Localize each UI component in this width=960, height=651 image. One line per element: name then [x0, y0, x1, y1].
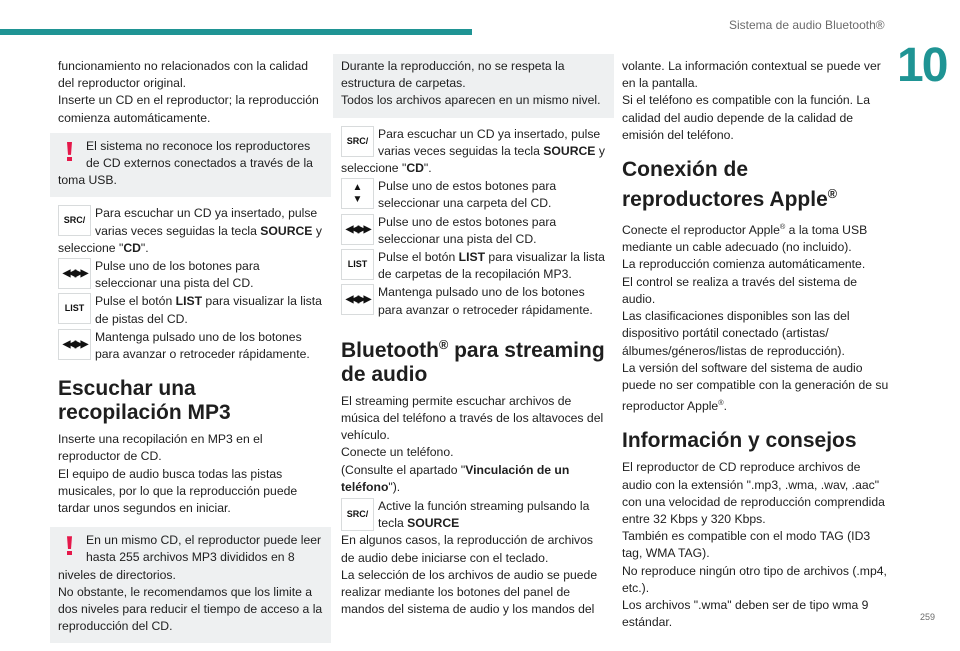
- src-instruction: SRC/ Para escuchar un CD ya insertado, pulse varias veces seguidas la tecla SOURCE y seleccione "CD".: [58, 206, 322, 255]
- column-1: [58, 58, 323, 651]
- paragraph: volante. La información contextual se puede ver en la pantalla.: [622, 59, 881, 91]
- heading-bluetooth-streaming: Bluetooth® para streaming de audio: [341, 337, 605, 386]
- section-title: Sistema de audio Bluetooth®: [729, 18, 885, 32]
- paragraph: Conecte el reproductor Apple® a la toma USB mediante un cable adecuado (no incluido).: [622, 222, 868, 255]
- warning-exclamation-icon: [58, 532, 84, 556]
- paragraph: También es compatible con el modo TAG (ID3 tag, WMA TAG).: [622, 529, 871, 561]
- paragraph: Si el teléfono es compatible con la función. La calidad del audio depende de la calidad de emisión del teléfono.: [622, 93, 870, 142]
- seek-buttons-icon: ◀◀ ▶▶: [341, 284, 374, 315]
- list-button-icon: LIST: [341, 249, 374, 280]
- fast-seek-instruction: ◀◀ ▶▶ Mantenga pulsado uno de los botones para avanzar o retroceder rápidamente.: [341, 284, 606, 318]
- stream-instruction: SRC/ Active la función streaming pulsando la tecla SOURCE: [341, 498, 606, 532]
- paragraph: Los archivos ".wma" deben ser de tipo wma 9 estándar.: [622, 598, 869, 630]
- paragraph: En algunos casos, la reproducción de archivos de audio debe iniciarse con el teclado.: [341, 533, 594, 565]
- paragraph: Conecte un teléfono.: [341, 445, 454, 460]
- chapter-number: 10: [897, 39, 947, 92]
- paragraph: La selección de los archivos de audio se puede realizar mediante los botones del panel de mandos del sistema de audio y los mandos del: [341, 567, 598, 617]
- fast-seek-instruction: ◀◀ ▶▶ Mantenga pulsado uno de los botones para avanzar o retroceder rápidamente.: [58, 329, 323, 363]
- paragraph: El equipo de audio busca todas las pistas musicales, por lo que la reproducción puede tardar unos segundos en iniciar.: [58, 466, 298, 516]
- paragraph: El control se realiza a través del sistema de audio.: [622, 274, 858, 306]
- info-note: Durante la reproducción, no se respeta la estructura de carpetas. Todos los archivos aparecen en un mismo nivel.: [333, 54, 614, 118]
- paragraph: Inserte un CD en el reproductor; la reproducción comienza automáticamente.: [58, 93, 319, 125]
- paragraph: (Consulte el apartado "Vinculación de un teléfono").: [341, 462, 570, 494]
- list-instruction: LIST Pulse el botón LIST para visualizar la lista de carpetas de la recopilación MP3.: [341, 249, 606, 283]
- list-instruction: LIST Pulse el botón LIST para visualizar la lista de pistas del CD.: [58, 293, 323, 327]
- paragraph: La reproducción comienza automáticamente.: [622, 257, 866, 272]
- warning-exclamation-icon: [58, 138, 84, 162]
- seek-buttons-icon: ◀◀ ▶▶: [58, 329, 91, 360]
- warning-note: [50, 133, 331, 198]
- src-button-icon: SRC/: [341, 498, 374, 531]
- folder-up-down-icon: ▲ ▼: [341, 178, 374, 209]
- paragraph: No reproduce ningún otro tipo de archivos (.mp4, etc.).: [622, 563, 887, 595]
- heading-apple: Conexión de reproductores Apple®: [622, 158, 838, 212]
- paragraph: Inserte una recopilación en MP3 en el reproductor de CD.: [58, 432, 263, 464]
- page-number: 259: [920, 612, 936, 622]
- paragraph: El reproductor de CD reproduce archivos de audio con la extensión ".mp3, .wma, .wav, .aac" con una velocidad de reproducción comprendida entre 32 Kbps y 320 Kbps.: [622, 460, 885, 526]
- paragraph: Las clasificaciones disponibles son las del dispositivo portátil conectado (artistas/álbumes/géneros/listas de reproducción).: [622, 309, 850, 358]
- chapter-accent-bar: [0, 29, 472, 35]
- column-3: [622, 58, 890, 631]
- src-button-icon: SRC/: [58, 205, 91, 236]
- paragraph: El streaming permite escuchar archivos de música del teléfono a través de los altavoces del vehículo.: [341, 393, 604, 443]
- warning-note: En un mismo CD, el reproductor puede leer hasta 255 archivos MP3 divididos en 8 niveles de directorios. No obstante, le recomendamos que los limite a dos niveles para reducir el tiempo de acceso a la reproducción del CD.: [50, 527, 331, 643]
- column-2: [341, 58, 606, 618]
- list-button-icon: LIST: [58, 293, 91, 324]
- seek-instruction: ◀◀ ▶▶ Pulse uno de estos botones para seleccionar una pista del CD.: [341, 214, 606, 248]
- seek-instruction: ◀◀ ▶▶ Pulse uno de los botones para seleccionar una pista del CD.: [58, 258, 323, 292]
- seek-buttons-icon: ◀◀ ▶▶: [58, 258, 91, 289]
- folder-instruction: ▲ ▼ Pulse uno de estos botones para seleccionar una carpeta del CD.: [341, 178, 606, 212]
- paragraph: funcionamiento no relacionados con la calidad del reproductor original.: [58, 59, 309, 91]
- warning-text: El sistema no reconoce los reproductores de CD externos conectados a través de la toma USB.: [58, 138, 313, 188]
- heading-mp3: Escuchar una recopilación MP3: [58, 377, 231, 425]
- heading-info: Información y consejos: [622, 429, 857, 453]
- src-button-icon: SRC/: [341, 126, 374, 157]
- src-instruction: SRC/ Para escuchar un CD ya insertado, pulse varias veces seguidas la tecla SOURCE y seleccione "CD".: [341, 126, 605, 176]
- paragraph: La versión del software del sistema de audio puede no ser compatible con la generación de su reproductor Apple®.: [622, 360, 889, 414]
- seek-buttons-icon: ◀◀ ▶▶: [341, 214, 374, 245]
